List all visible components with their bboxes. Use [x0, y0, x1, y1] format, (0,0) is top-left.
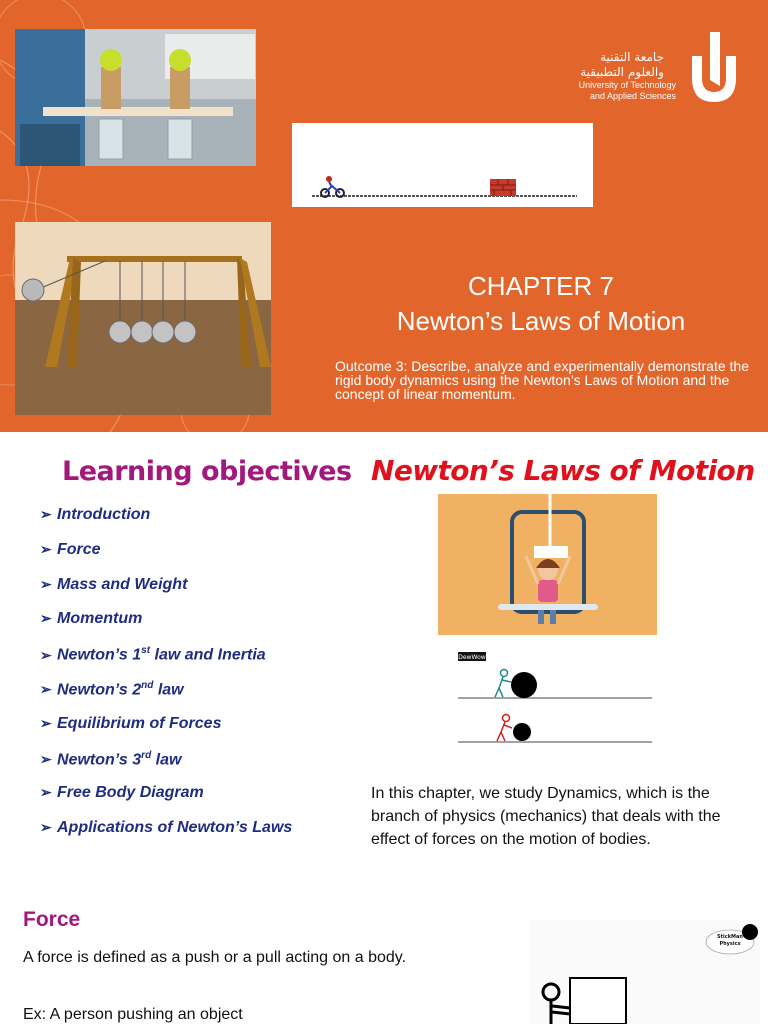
chapter-subtitle: Newton’s Laws of Motion: [396, 306, 686, 336]
tennis-ball-inertia-photo: [15, 29, 256, 166]
list-item: ➢ Force: [40, 540, 101, 558]
motorbike-brick-wall-animation: [292, 123, 593, 207]
newtons-cradle-illustration: [15, 222, 271, 415]
arrow-bullet-icon: ➢: [40, 506, 52, 522]
list-item: ➢ Newton’s 1st law and Inertia: [40, 645, 266, 664]
list-item: ➢ Introduction: [40, 506, 151, 523]
arrow-bullet-icon: ➢: [40, 750, 52, 767]
title-slide: [0, 0, 768, 432]
stickman-logo-line1: StickMan: [717, 934, 743, 940]
logo-english-line1: University of Technology: [578, 80, 676, 90]
stickman-pushing-illustration: [530, 920, 760, 1024]
logo-arabic-line2: والعلوم التطبيقية: [580, 65, 664, 79]
chapter-title: CHAPTER 7: [468, 271, 614, 301]
list-item: ➢ Applications of Newton’s Laws: [40, 819, 293, 837]
dynamics-description: In this chapter, we study Dynamics, which is the branch of physics (mechanics) that deals with the effect of forces on the motion of bodies.: [371, 785, 721, 848]
arrow-bullet-icon: ➢: [40, 610, 52, 627]
university-logo-icon: [688, 32, 740, 106]
university-name-english: [579, 80, 676, 102]
list-item: ➢ Free Body Diagram: [40, 784, 204, 802]
arrow-bullet-icon: ➢: [40, 681, 52, 698]
girl-on-swing-illustration: [438, 494, 657, 635]
learning-objectives-slide: [0, 432, 768, 872]
arrow-bullet-icon: ➢: [40, 540, 52, 557]
force-definition: A force is defined as a push or a pull acting on a body.: [23, 949, 407, 966]
push-figure-label: DewWow: [458, 654, 486, 661]
learning-objectives-heading: Learning objectives: [62, 456, 352, 487]
learning-outcome: Outcome 3: Describe, analyze and experimentally demonstrate the rigid body dynamics using the Newton’s Laws of Motion and the concept of linear momentum.: [335, 358, 749, 402]
logo-english-line2: and Applied Sciences: [589, 91, 676, 101]
university-name-arabic: [580, 50, 664, 80]
list-item: ➢ Momentum: [40, 610, 143, 628]
push-force-illustration: [455, 650, 655, 750]
arrow-bullet-icon: ➢: [40, 575, 52, 592]
newtons-laws-heading: Newton’s Laws of Motion: [371, 454, 755, 487]
arrow-bullet-icon: ➢: [40, 714, 52, 731]
stickman-logo-line2: Physics: [719, 941, 741, 947]
force-example: Ex: A person pushing an object: [23, 1006, 243, 1023]
list-item: ➢ Equilibrium of Forces: [40, 714, 222, 732]
logo-arabic-line1: جامعة التقنية: [600, 50, 664, 64]
arrow-bullet-icon: ➢: [40, 819, 52, 836]
arrow-bullet-icon: ➢: [40, 646, 52, 663]
objectives-list: [40, 506, 292, 854]
list-item: ➢ Mass and Weight: [40, 575, 188, 593]
force-heading: Force: [23, 908, 81, 931]
list-item: ➢ Newton’s 3rd law: [40, 749, 182, 768]
force-slide: [0, 872, 768, 1024]
list-item: ➢ Newton’s 2nd law: [40, 679, 184, 699]
arrow-bullet-icon: ➢: [40, 784, 52, 801]
